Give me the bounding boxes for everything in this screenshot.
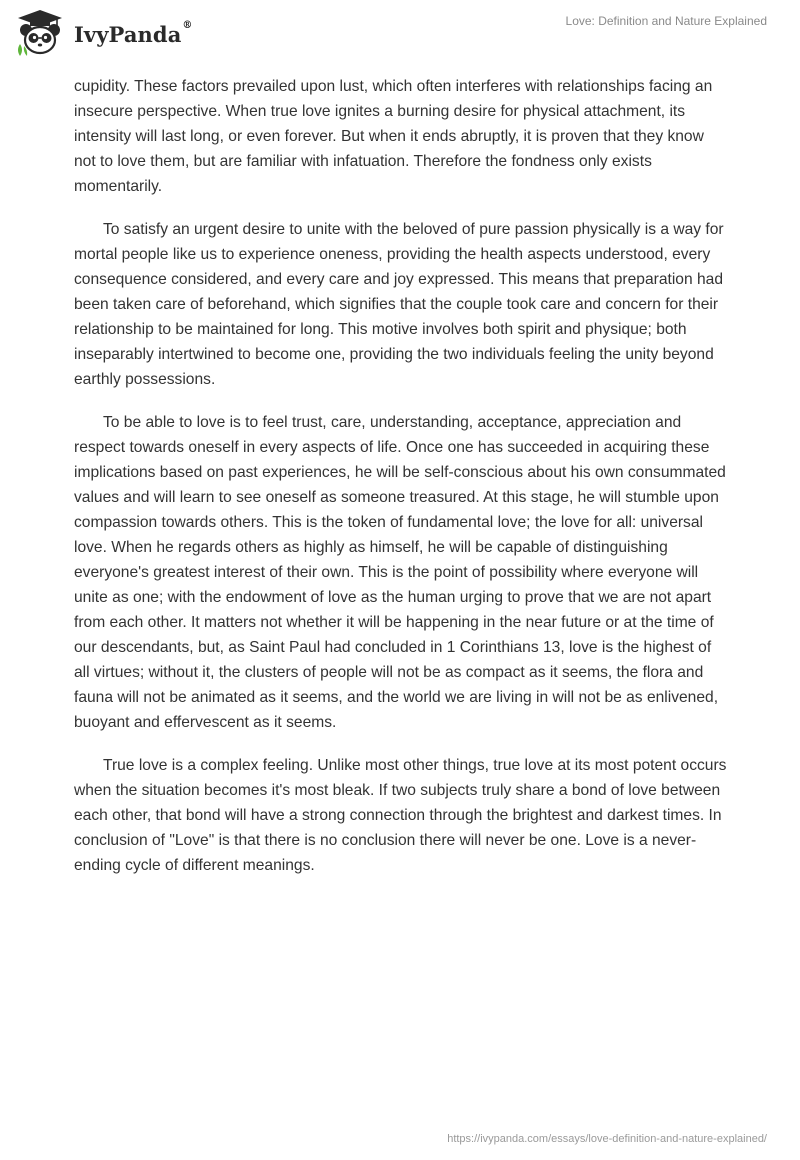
registered-mark: ®	[182, 19, 193, 31]
paragraph-2: To satisfy an urgent desire to unite with the beloved of pure passion physically is a way for mortal people like us to experience oneness, providing the health aspects understood, every consequence considered, and every care and joy expressed. This means that preparation had been taken care of beforehand, which signifies that the couple took care and concern for their relationship to be maintained for long. This motive involves both spirit and physique; both inseparably intertwined to become one, providing the two individuals feeling the unity beyond earthly possessions.	[74, 221, 724, 388]
page-header	[0, 0, 800, 70]
paragraph-3: To be able to love is to feel trust, care, understanding, acceptance, appreciation and respect towards oneself in every aspects of life. Once one has succeeded in acquiring these implications based on past experiences, he will be self-conscious about his own consummated values and will learn to see oneself as someone treasured. At this stage, he will stumble upon compassion towards others. This is the token of fundamental love; the love for all: universal love. When he regards others as highly as himself, he will be capable of distinguishing everyone's greatest interest of their own. This is the point of possibility where everyone will unite as one; with the endowment of love as the human urging to prove that we are not apart from each other. It matters not whether it will be happening in the near future or at the time of our descendants, but, as Saint Paul had concluded in 1 Corinthians 13, love is the highest of all virtues; without it, the clusters of people will not be as compact as it seems, the flora and fauna will not be animated as it seems, and the world we are living in will not be as enlivened, buoyant and effervescent as it seems.	[74, 414, 726, 731]
essay-body	[74, 74, 728, 896]
paragraph-1: cupidity. These factors prevailed upon lust, which often interferes with relationships facing an insecure perspective. When true love ignites a burning desire for physical attachment, its intensity will last long, or even forever. But when it ends abruptly, it is proven that they know not to love them, but are familiar with infatuation. Therefore the fondness only exists momentarily.	[74, 78, 713, 195]
ivypanda-logo[interactable]	[14, 8, 193, 58]
document-title: Love: Definition and Nature Explained	[565, 14, 767, 28]
brand-wordmark: IvyPanda	[74, 21, 182, 47]
panda-graduate-icon	[14, 8, 66, 58]
source-url-link[interactable]: https://ivypanda.com/essays/love-definition-and-nature-explained/	[447, 1133, 767, 1145]
paragraph-4: True love is a complex feeling. Unlike most other things, true love at its most potent occurs when the situation becomes it's most bleak. If two subjects truly share a bond of love between each other, that bond will have a strong connection through the brightest and darkest times. In conclusion of "Love" is that there is no conclusion there will never be one. Love is a never-ending cycle of different meanings.	[74, 757, 727, 874]
brand-name	[74, 19, 193, 47]
